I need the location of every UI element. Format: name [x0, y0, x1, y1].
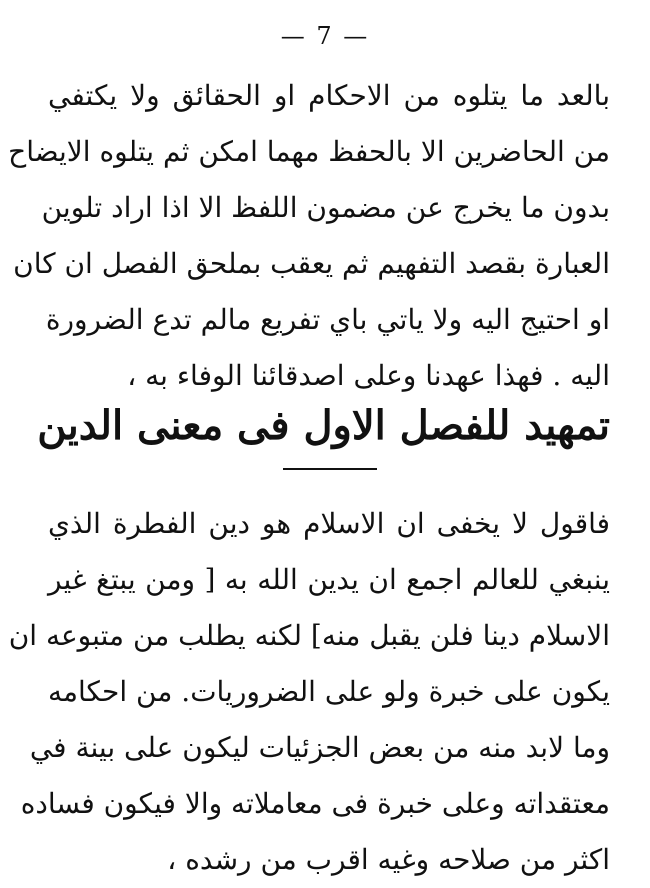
body-line-6: معتقداته وعلى خبرة فى معاملاته والا فيكون فساده — [20, 787, 610, 820]
intro-line-4: العبارة بقصد التفهيم ثم يعقب بملحق الفصل ان كان — [13, 247, 610, 280]
body-paragraph — [8, 496, 610, 888]
intro-paragraph — [8, 68, 610, 404]
section-heading: تمهيد للفصل الاول فى معنى الدين — [37, 402, 610, 449]
body-line-5: وما لابد منه من بعض الجزئيات ليكون على بينة في — [29, 731, 610, 764]
body-line-1: فاقول لا يخفى ان الاسلام هو دين الفطرة الذي — [48, 507, 610, 540]
page-number: — 7 — — [280, 22, 370, 50]
body-line-3: الاسلام دينا فلن يقبل منه] لكنه يطلب من متبوعه ان — [8, 619, 610, 652]
intro-line-1: بالعد ما يتلوه من الاحكام او الحقائق ولا يكتفي — [48, 79, 610, 112]
heading-divider — [283, 468, 377, 470]
intro-line-3: بدون ما يخرج عن مضمون اللفظ الا اذا اراد تلوين — [41, 191, 610, 224]
body-line-2: ينبغي للعالم اجمع ان يدين الله به [ ومن يبتغ غير — [48, 563, 610, 596]
body-line-7: اكثر من صلاحه وغيه اقرب من رشده ، — [167, 843, 610, 876]
intro-line-6: اليه . فهذا عهدنا وعلى اصدقائنا الوفاء به ، — [127, 359, 610, 392]
body-line-4: يكون على خبرة ولو على الضروريات. من احكامه — [48, 675, 610, 708]
intro-line-5: او احتيج اليه ولا ياتي باي تفريع مالم تدع الضرورة — [45, 303, 610, 336]
intro-line-2: من الحاضرين الا بالحفظ مهما امكن ثم يتلوه الايضاح — [8, 135, 610, 168]
